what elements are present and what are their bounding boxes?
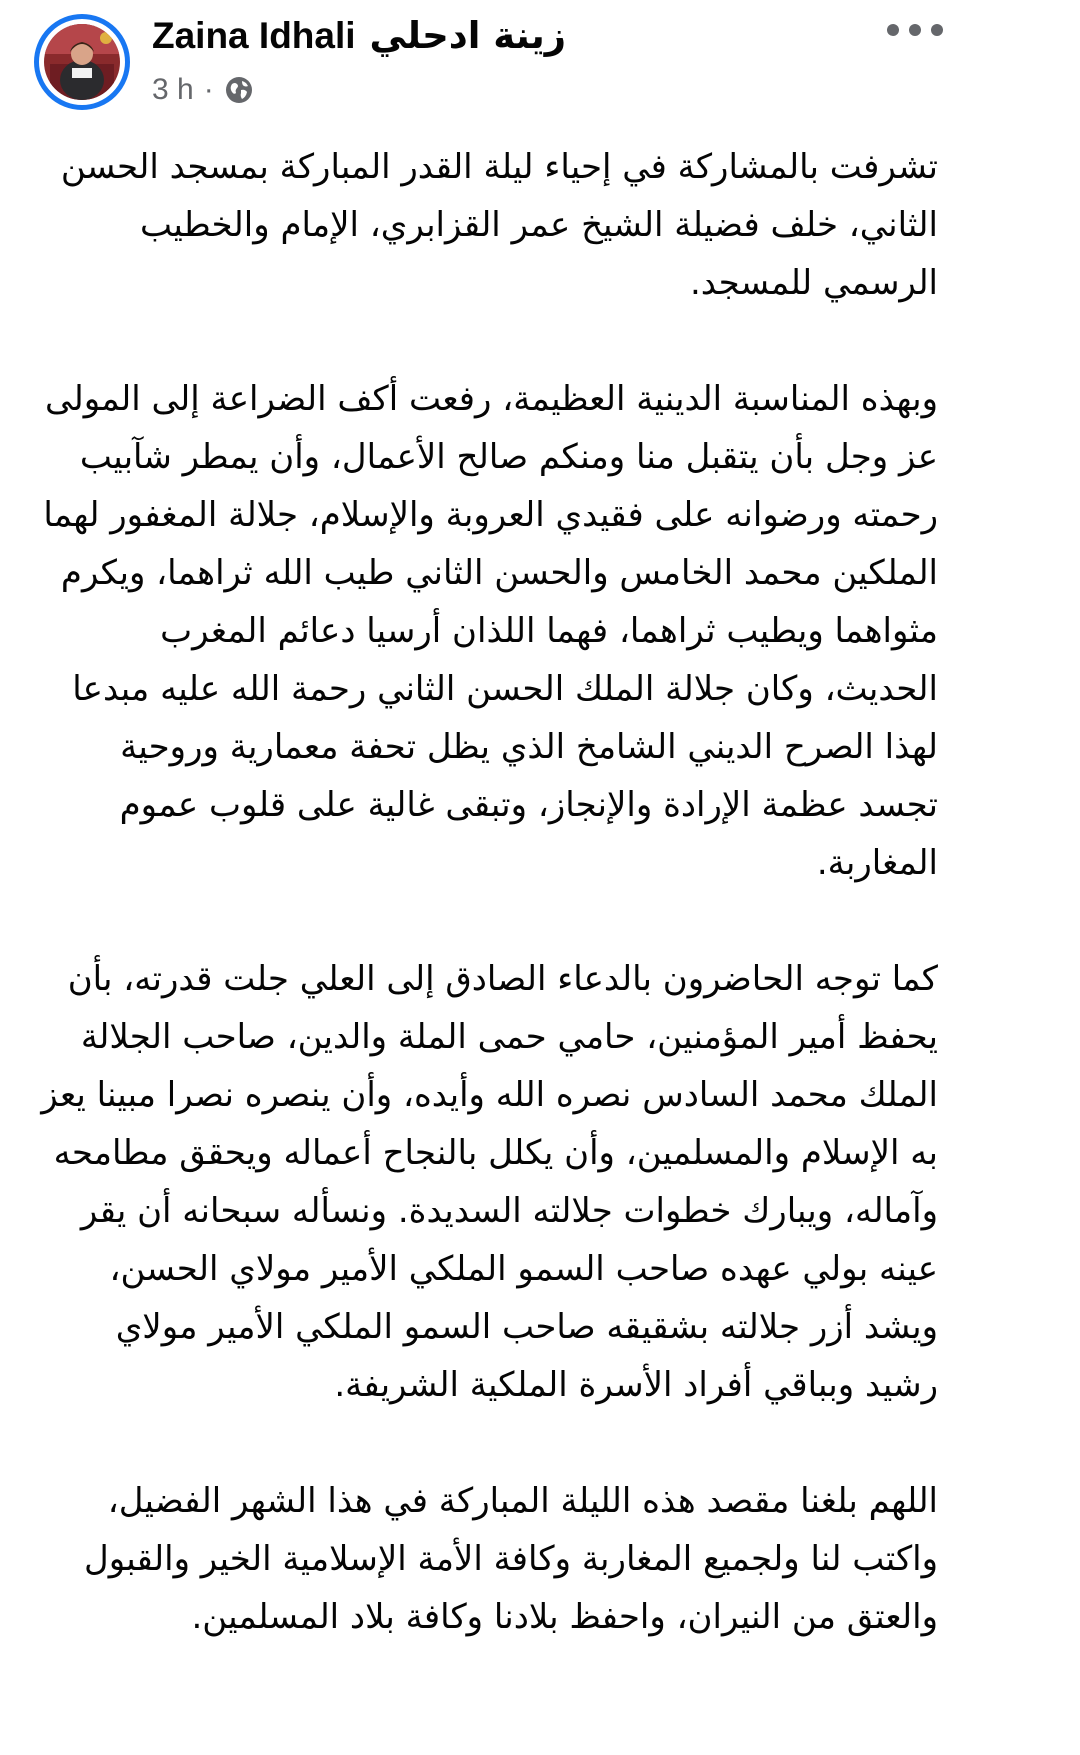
author-avatar[interactable] xyxy=(34,14,130,110)
meta-separator: · xyxy=(203,73,214,106)
post-paragraph: اللهم بلغنا مقصد هذه الليلة المباركة في هذا الشهر الفضيل، واكتب لنا ولجميع المغاربة وكافة الأمة الإسلامية الخير والقبول والعتق من النيران، واحفظ بلادنا وكافة بلاد المسلمين. xyxy=(84,1481,938,1637)
post-timestamp[interactable]: 3 h xyxy=(152,73,194,106)
more-dots-icon xyxy=(885,22,945,42)
post-paragraph: وبهذه المناسبة الدينية العظيمة، رفعت أكف الضراعة إلى المولى عز وجل بأن يتقبل منا ومنكم صالح الأعمال، وأن يمطر شآبيب رحمته ورضوانه على فقيدي العروبة والإسلام، جلالة المغفور لهما الملكين محمد الخامس والحسن الثاني طيب الله ثراهما، ويكرم مثواهما ويطيب ثراهما، فهما اللذان أرسيا دعائم المغرب الحديث، وكان جلالة الملك الحسن الثاني رحمة الله عليه مبدعا لهذا الصرح الديني الشامخ الذي يظل تحفة معمارية وروحية تجسد عظمة الإرادة والإنجاز، وتبقى غالية على قلوب عموم المغاربة. xyxy=(43,379,938,883)
post-header xyxy=(0,0,1080,130)
globe-icon[interactable] xyxy=(224,75,254,105)
post-paragraph: كما توجه الحاضرون بالدعاء الصادق إلى العلي جلت قدرته، بأن يحفظ أمير المؤمنين، حامي حمى الملة والدين، صاحب الجلالة الملك محمد السادس نصره الله وأيده، وأن ينصره نصرا مبينا يعز به الإسلام والمسلمين، وأن يكلل بالنجاح أعماله ويحقق مطامحه وآماله، ويبارك خطوات جلالته السديدة. ونسأله سبحانه أن يقر عينه بولي عهده صاحب السمو الملكي الأمير مولاي الحسن، ويشد أزر جلالته بشقيقه صاحب السمو الملكي الأمير مولاي رشيد وبباقي أفراد الأسرة الملكية الشريفة. xyxy=(41,959,938,1405)
author-name-latin: Zaina Idhali xyxy=(152,15,356,56)
avatar-photo xyxy=(44,24,120,100)
post-body xyxy=(40,138,938,1646)
author-name[interactable] xyxy=(152,12,566,60)
author-name-arabic: زينة ادحلي xyxy=(369,14,567,57)
post-paragraph: تشرفت بالمشاركة في إحياء ليلة القدر المباركة بمسجد الحسن الثاني، خلف فضيلة الشيخ عمر القزابري، الإمام والخطيب الرسمي للمسجد. xyxy=(60,147,938,303)
post-meta xyxy=(152,70,254,110)
more-options-button[interactable] xyxy=(878,14,952,50)
